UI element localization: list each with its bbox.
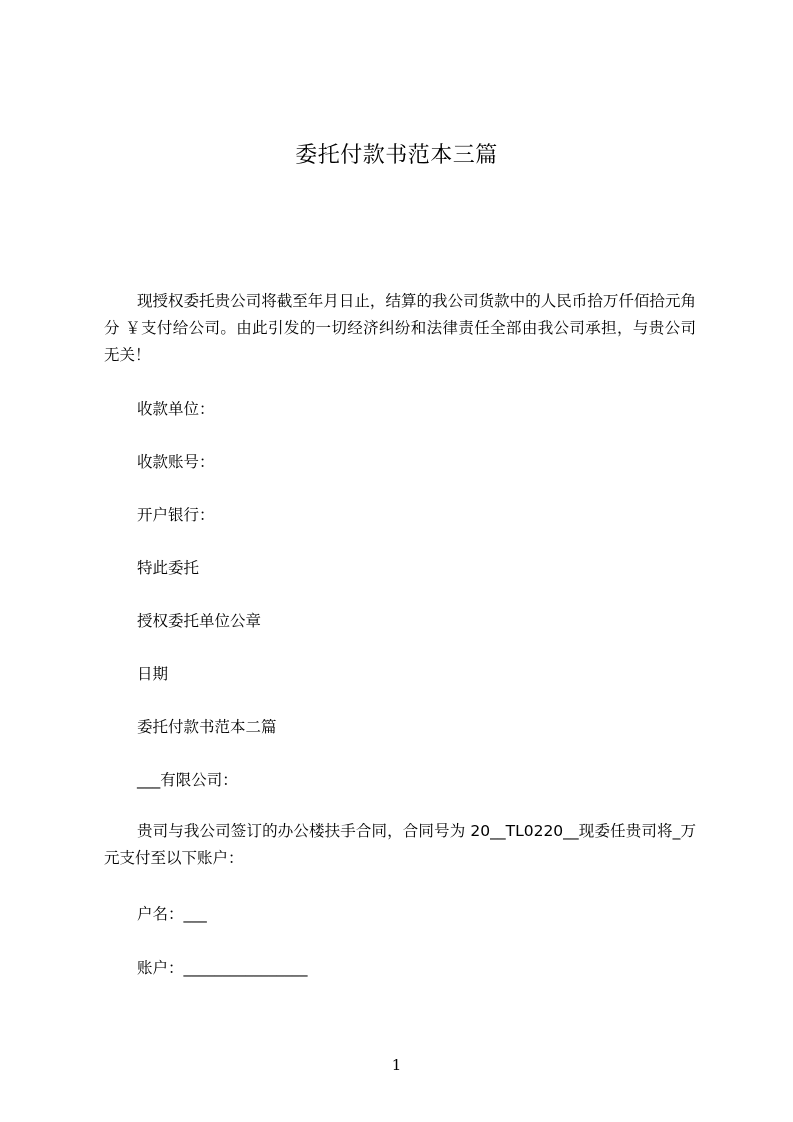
account-name-line: 户名：___: [137, 905, 207, 923]
account-number-line: 账户：________________: [137, 959, 308, 977]
addressee-line: ___有限公司：: [137, 771, 238, 789]
second-template-heading: 委托付款书范本二篇: [137, 718, 277, 736]
seal-label: 授权委托单位公章: [137, 612, 262, 630]
payment-instruction-paragraph: 贵司与我公司签订的办公楼扶手合同，合同号为 20__TL0220__现委任贵司将_万元支付至以下账户：: [104, 822, 696, 867]
date-label: 日期: [137, 665, 169, 683]
page-number: 1: [391, 1056, 402, 1074]
payee-unit-label: 收款单位：: [137, 400, 215, 418]
bank-label: 开户银行：: [137, 506, 215, 524]
hereby-text: 特此委托: [137, 559, 200, 577]
payee-account-label: 收款账号：: [137, 453, 215, 471]
document-title: 委托付款书范本三篇: [295, 143, 498, 168]
authorization-paragraph: 现授权委托贵公司将截至年月日止，结算的我公司货款中的人民币拾万仟佰拾元角分 ￥支付给公司。由此引发的一切经济纠纷和法律责任全部由我公司承担，与贵公司无关！: [104, 292, 696, 364]
